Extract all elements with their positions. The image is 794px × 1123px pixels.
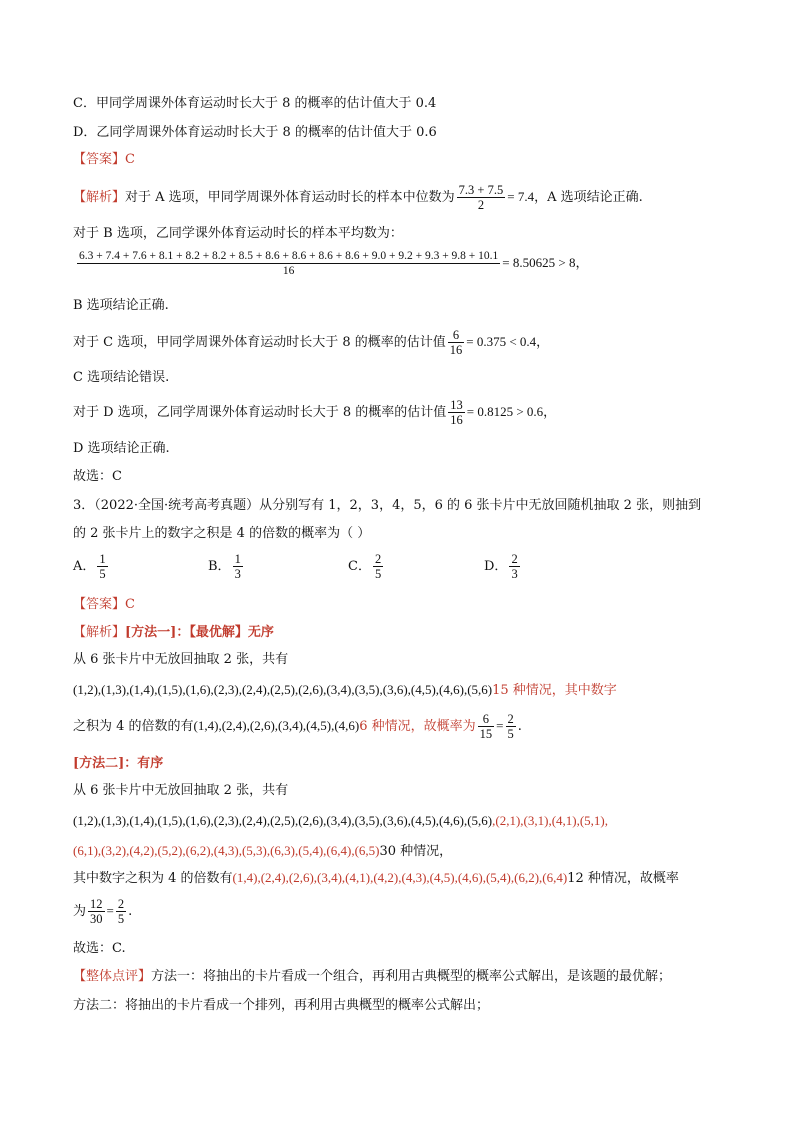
median-fraction: $\frac{7.3 + 7.5}{2}$: [458, 183, 504, 212]
q3-option-b: B． $\frac{1}{3}$: [208, 552, 241, 581]
review-line2: 方法二：将抽出的卡片看成一个排列，再利用古典概型的概率公式解出；: [73, 998, 490, 1013]
method2-line5: 为 $\frac{12}{30}$ = $\frac{2}{5}$ .: [73, 897, 133, 926]
option-d: D．乙同学周课外体育运动时长大于 8 的概率的估计值大于 0.6: [73, 125, 437, 140]
prob-c-fraction: $\frac{6}{16}$: [449, 328, 463, 357]
q3-answer-line: 【答案】C: [73, 597, 135, 612]
solution-b-conclusion: B 选项结论正确.: [73, 298, 169, 313]
method2-title: [方法二]：有序: [73, 756, 164, 771]
answer-line: [73, 151, 135, 169]
solution-c: 对于 C 选项，甲同学周课外体育运动时长大于 8 的概率的估计值 $\frac{6}{16}$ = 0.375 < 0.4，: [73, 328, 550, 357]
q3-stem-line2: 的 2 张卡片上的数字之积是 4 的倍数的概率为（ ）: [73, 526, 371, 541]
answer-value: C: [125, 152, 135, 167]
method1-line1: 从 6 张卡片中无放回抽取 2 张，共有: [73, 652, 289, 667]
q3-method1-title-line: 【解析】[方法一]：【最优解】无序: [73, 625, 274, 640]
answer-tag: 【答案】: [73, 152, 126, 167]
q3-option-c: C． $\frac{2}{5}$: [348, 552, 382, 581]
solution-b-intro: 对于 B 选项，乙同学课外体育运动时长的样本平均数为：: [73, 226, 403, 241]
solution-d-conclusion: D 选项结论正确.: [73, 441, 170, 456]
solution-d: 对于 D 选项，乙同学周课外体育运动时长大于 8 的概率的估计值 $\frac{13}{16}$ = 0.8125 > 0.6，: [73, 398, 557, 427]
method1-line2: (1,2),(1,3),(1,4),(1,5),(1,6),(2,3),(2,4),(2,5),(2,6),(3,4),(3,5),(3,6),(4,5),(4,6),(5,6)15 种情况，其中数字: [73, 682, 617, 698]
solution-tag: 【解析】: [73, 190, 126, 205]
q3-option-d: D． $\frac{2}{3}$: [484, 552, 518, 581]
mean-formula: 6.3 + 7.4 + 7.6 + 8.1 + 8.2 + 8.2 + 8.5 + 8.6 + 8.6 + 8.6 + 8.6 + 9.0 + 9.2 + 9.3 + 9.8 + 10.1 16 = 8.50625 > 8，: [79, 250, 589, 277]
q2-choose: 故选：C: [73, 469, 122, 484]
q3-stem-line1: 3．（2022·全国·统考高考真题）从分别写有 1，2，3，4，5，6 的 6 张卡片中无放回随机抽取 2 张，则抽到: [73, 498, 702, 513]
method2-line4: 其中数字之积为 4 的倍数有(1,4),(2,4),(2,6),(3,4),(4,1),(4,2),(4,3),(4,5),(4,6),(5,4),(6,2),(6,4)12 种情况，故概率: [73, 870, 679, 886]
q3-option-a: A． $\frac{1}{5}$: [73, 552, 106, 581]
solution-a: 【解析】对于 A 选项，甲同学周课外体育运动时长的样本中位数为 $\frac{7.3 + 7.5}{2}$ = 7.4，A 选项结论正确.: [73, 183, 643, 212]
option-c: C．甲同学周课外体育运动时长大于 8 的概率的估计值大于 0.4: [73, 96, 437, 111]
method2-line2: (1,2),(1,3),(1,4),(1,5),(1,6),(2,3),(2,4),(2,5),(2,6),(3,4),(3,5),(3,6),(4,5),(4,6),(5,6),(2,1),(3,1),(4,1),(5,1),: [73, 813, 609, 828]
method2-line1: 从 6 张卡片中无放回抽取 2 张，共有: [73, 783, 289, 798]
mean-fraction: 6.3 + 7.4 + 7.6 + 8.1 + 8.2 + 8.2 + 8.5 + 8.6 + 8.6 + 8.6 + 8.6 + 9.0 + 9.2 + 9.3 + 9.8 + 10.1 16: [79, 250, 499, 277]
method1-title: [方法一]：【最优解】无序: [125, 625, 274, 640]
solution-a-text: 对于 A 选项，甲同学周课外体育运动时长的样本中位数为: [125, 190, 455, 205]
method1-line3: 之积为 4 的倍数的有(1,4),(2,4),(2,6),(3,4),(4,5),(4,6)6 种情况，故概率为 $\frac{6}{15}$ = $\frac{2}{5}$ .: [73, 712, 522, 741]
method2-line3: (6,1),(3,2),(4,2),(5,2),(6,2),(4,3),(5,3),(6,3),(5,4),(6,4),(6,5)30 种情况，: [73, 843, 453, 859]
review-line1: 【整体点评】方法一：将抽出的卡片看成一个组合，再利用古典概型的概率公式解出，是该题的最优解；: [73, 969, 672, 984]
q3-choose: 故选：C.: [73, 941, 126, 956]
prob-d-fraction: $\frac{13}{16}$: [450, 398, 463, 427]
solution-c-conclusion: C 选项结论错误.: [73, 370, 170, 385]
